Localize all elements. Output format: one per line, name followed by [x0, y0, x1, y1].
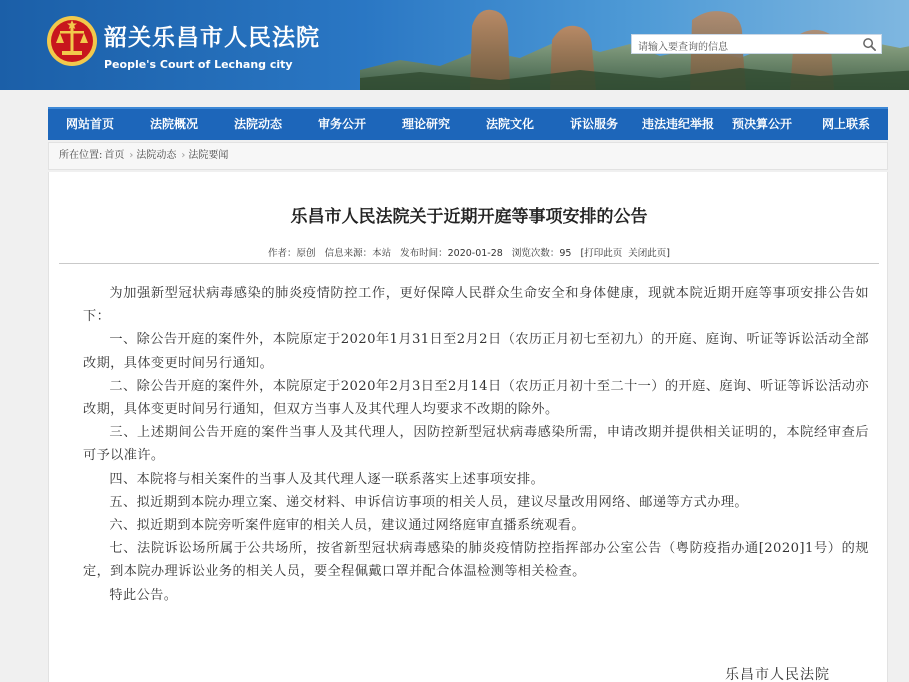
paragraph: 三、上述期间公告开庭的案件当事人及其代理人，因防控新型冠状病毒感染所需，申请改期并提供相关证明的，本院经审查后可予以准许。 — [83, 425, 869, 464]
print-page-link[interactable]: [打印此页 — [580, 248, 623, 259]
paragraph: 为加强新型冠状病毒感染的肺炎疫情防控工作，更好保障人民群众生命安全和身体健康，现就本院近期开庭等事项安排公告如下： — [83, 286, 869, 325]
nav-court-culture[interactable]: 法院文化 — [485, 117, 534, 131]
article-meta — [49, 245, 889, 259]
paragraph: 六、拟近期到本院旁听案件庭审的相关人员，建议通过网络庭审直播系统观看。 — [109, 518, 585, 534]
main-nav — [48, 107, 888, 140]
court-name-english: People's Court of Lechang city — [104, 58, 293, 71]
article-signature: 乐昌市人民法院 — [725, 667, 830, 682]
nav-court-news[interactable]: 法院动态 — [233, 117, 282, 131]
court-name: 韶关乐昌市人民法院 — [104, 25, 320, 51]
nav-violation-report[interactable]: 违法违纪举报 — [641, 117, 714, 131]
paragraph: 一、除公告开庭的案件外，本院原定于2020年1月31日至2月2日（农历正月初七至初九）的开庭、庭询、听证等诉讼活动全部改期，具体变更时间另行通知。 — [83, 332, 869, 371]
breadcrumb-court-news[interactable]: 法院动态 — [136, 150, 177, 161]
meta-author: 作者：原创 — [268, 248, 316, 259]
search-icon[interactable] — [862, 37, 877, 52]
nav-litigation-service[interactable]: 诉讼服务 — [569, 117, 618, 131]
paragraph: 二、除公告开庭的案件外，本院原定于2020年2月3日至2月14日（农历正月初十至二十一）的开庭、庭询、听证等诉讼活动亦改期，具体变更时间另行通知，但双方当事人及其代理人均要求不改期的除外。 — [83, 378, 869, 418]
article-panel — [48, 172, 888, 682]
meta-views: 浏览次数：95 — [511, 248, 572, 259]
article-body — [83, 282, 869, 607]
breadcrumb-prefix: 所在位置: — [59, 150, 103, 161]
search-box — [631, 34, 882, 54]
meta-source: 信息来源：本站 — [324, 248, 392, 259]
nav-court-overview[interactable]: 法院概况 — [149, 117, 198, 131]
nav-theory-research[interactable]: 理论研究 — [401, 117, 450, 131]
close-page-link[interactable]: 关闭此页] — [628, 248, 670, 259]
meta-date: 发布时间：2020-01-28 — [400, 248, 503, 259]
search-input[interactable] — [632, 39, 852, 57]
nav-online-contact[interactable]: 网上联系 — [821, 117, 870, 131]
paragraph: 特此公告。 — [109, 587, 178, 603]
site-header — [0, 0, 909, 90]
paragraph: 五、拟近期到本院办理立案、递交材料、申诉信访事项的相关人员，建议尽量改用网络、邮递等方式办理。 — [109, 494, 748, 510]
breadcrumb-separator: › — [181, 150, 186, 161]
breadcrumb-separator: › — [129, 150, 134, 161]
article-title: 乐昌市人民法院关于近期开庭等事项安排的公告 — [290, 207, 648, 227]
court-emblem-icon — [46, 15, 98, 67]
breadcrumb — [48, 142, 888, 170]
nav-trial-disclosure[interactable]: 审务公开 — [317, 117, 366, 131]
paragraph: 七、法院诉讼场所属于公共场所，按省新型冠状病毒感染的肺炎疫情防控指挥部办公室公告（粤防疫指办通[2020]1号）的规定，到本院办理诉讼业务的相关人员，要全程佩戴口罩并配合体温检测等相关检查。 — [83, 541, 869, 580]
divider — [59, 263, 879, 264]
paragraph: 四、本院将与相关案件的当事人及其代理人逐一联系落实上述事项安排。 — [109, 471, 545, 487]
breadcrumb-home[interactable]: 首页 — [104, 150, 125, 161]
nav-home[interactable]: 网站首页 — [65, 117, 114, 131]
nav-budget-disclosure[interactable]: 预决算公开 — [731, 117, 792, 131]
breadcrumb-court-headlines[interactable]: 法院要闻 — [188, 150, 229, 161]
